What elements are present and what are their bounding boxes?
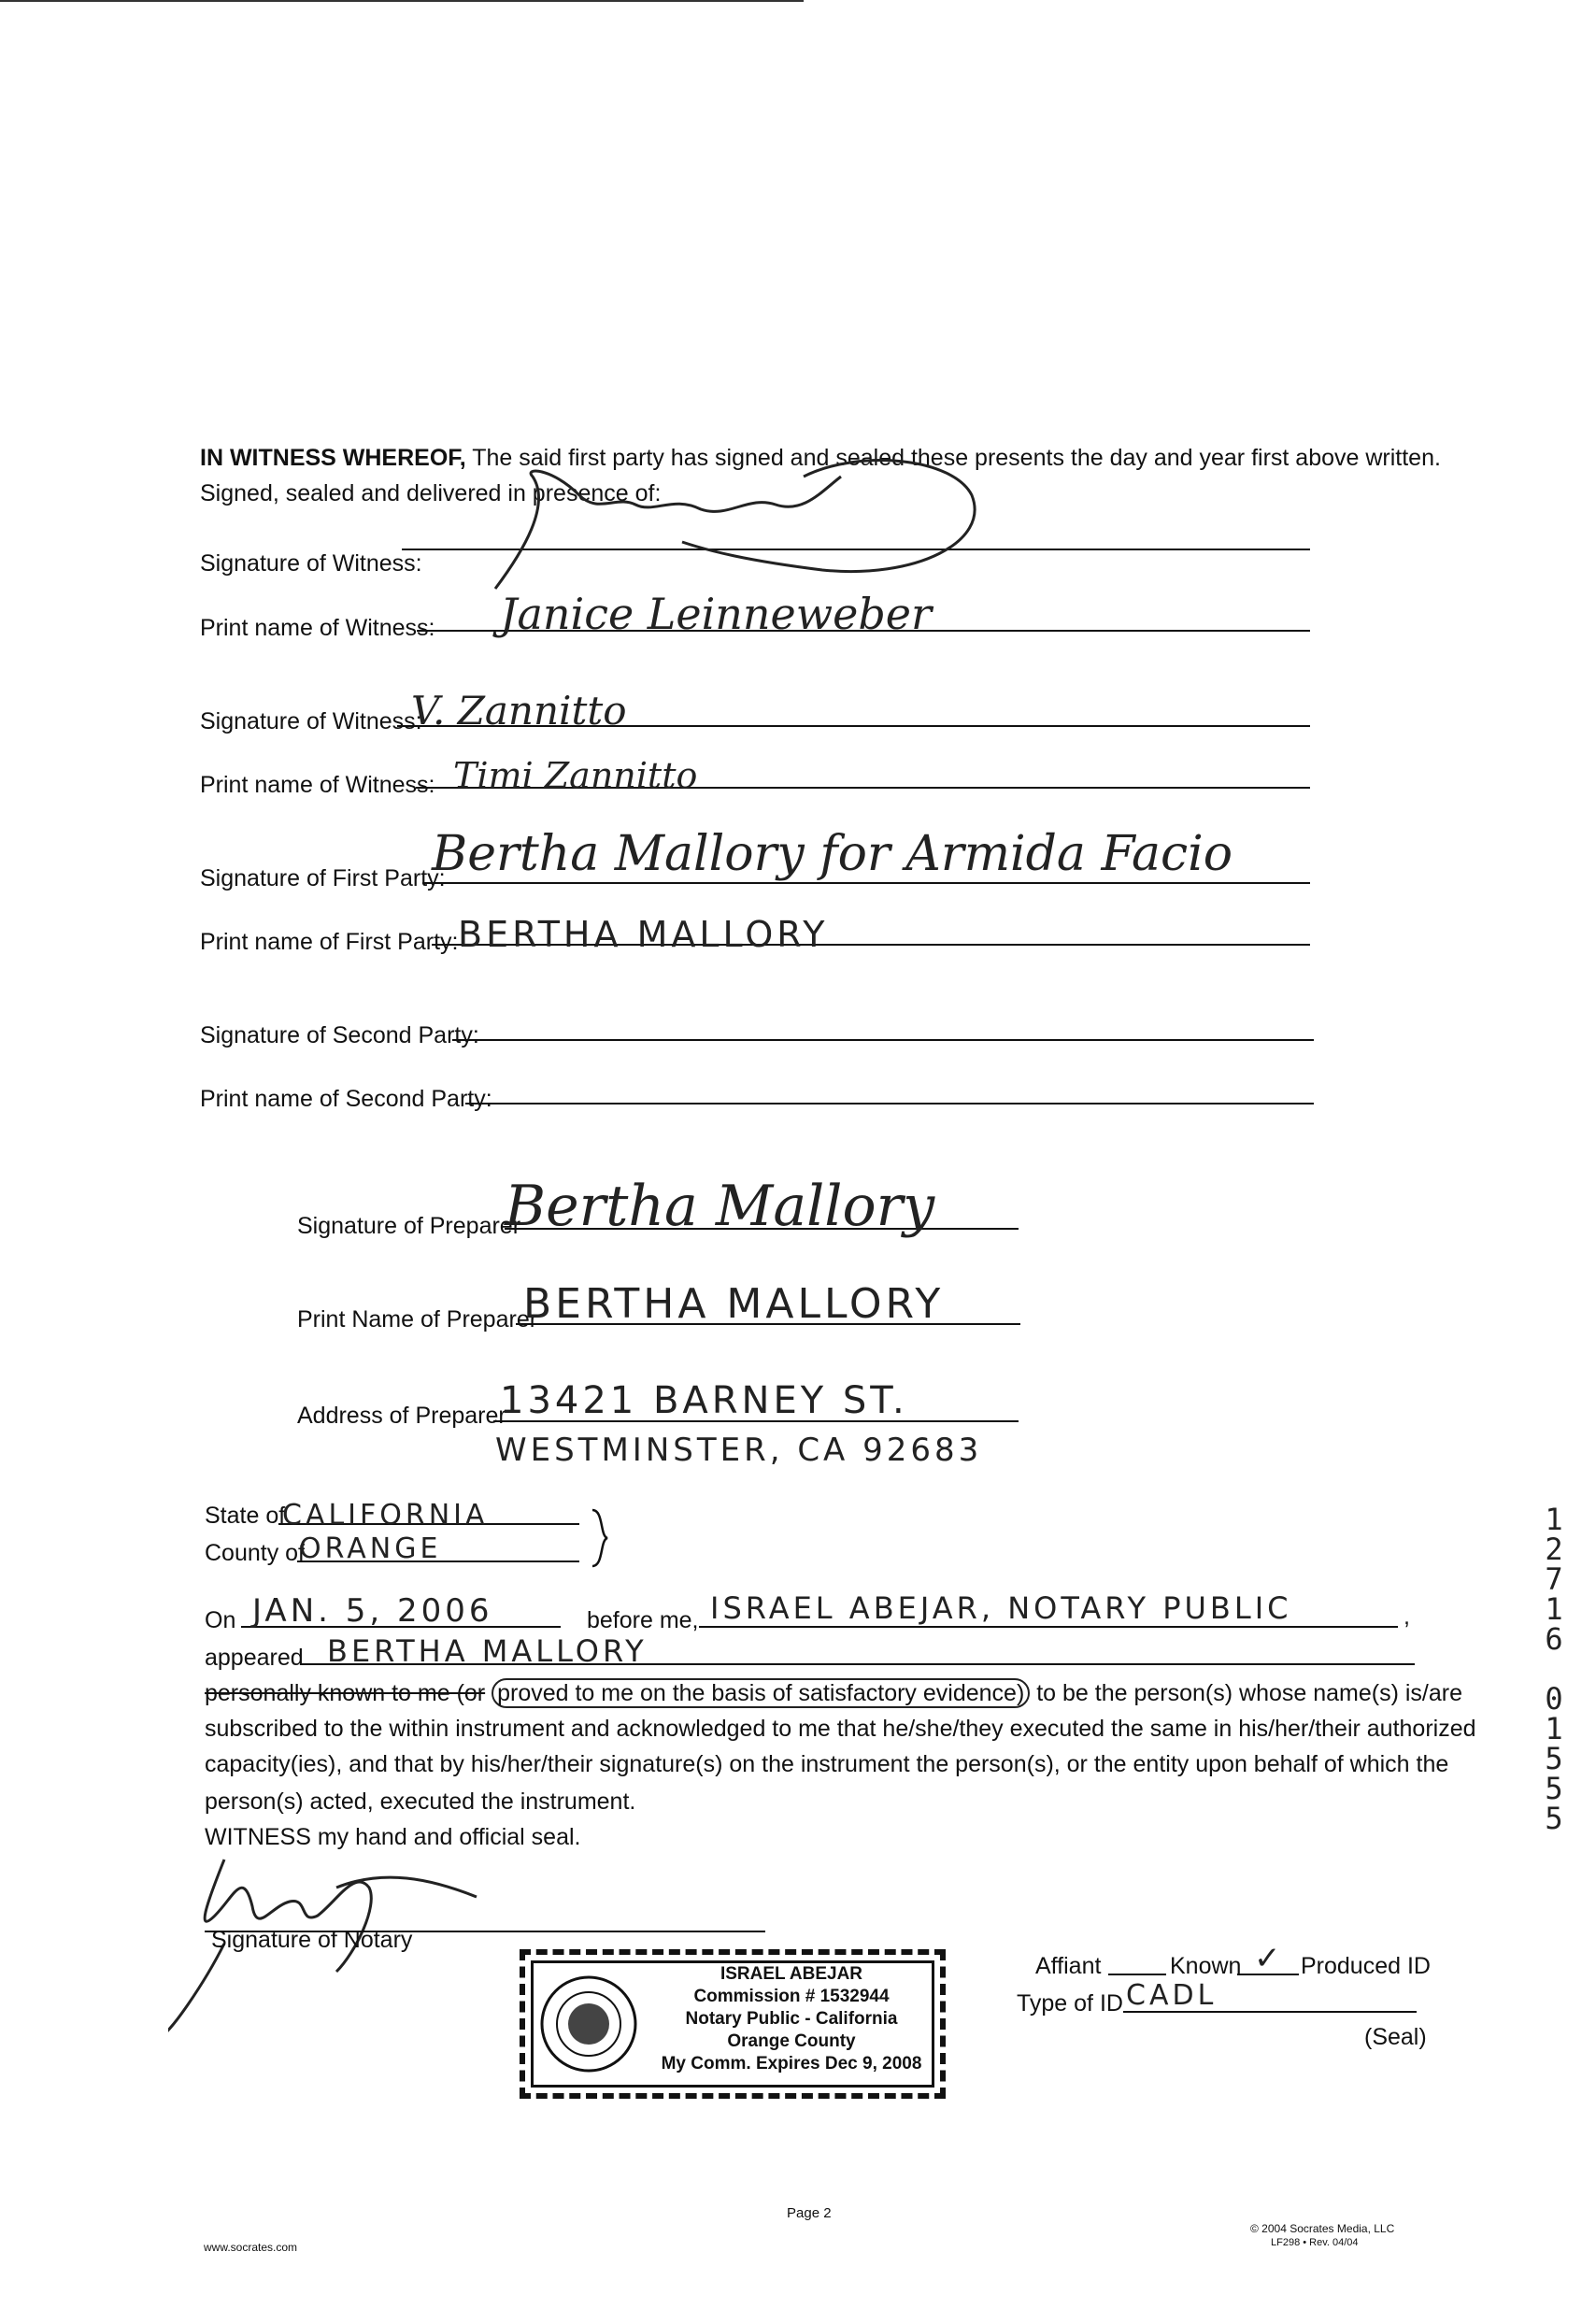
- footer-form-id: LF298 • Rev. 04/04: [1271, 2237, 1359, 2248]
- state-label: State of: [205, 1503, 286, 1529]
- intro-rest: The said first party has signed and sealed these presents the day and year first above written.: [472, 445, 1441, 471]
- notary-para-line-3: capacity(ies), and that by his/her/their signature(s) on the instrument the person(s), or the entity upon behalf of which the: [205, 1751, 1449, 1777]
- intro-line-2: Signed, sealed and delivered in presence of:: [200, 480, 662, 506]
- before-trailing-comma: ,: [1404, 1603, 1410, 1630]
- stamp-county: Orange County: [727, 2031, 856, 2051]
- second-party-sig-label: Signature of Second Party:: [200, 1022, 479, 1048]
- side-digit: 1: [1545, 1502, 1563, 1537]
- footer-copyright: © 2004 Socrates Media, LLC: [1250, 2222, 1395, 2235]
- witness1-print-value: Janice Leinneweber: [500, 589, 933, 639]
- notary-para-line-4: person(s) acted, executed the instrument.: [205, 1789, 636, 1815]
- footer-website: www.socrates.com: [204, 2241, 298, 2254]
- witness1-sig-label: Signature of Witness:: [200, 550, 422, 577]
- second-party-sig-line[interactable]: [452, 1039, 1314, 1041]
- notary-seal-icon: [538, 1974, 639, 2074]
- county-value: ORANGE: [299, 1532, 442, 1565]
- state-county-brace: [587, 1506, 615, 1572]
- stamp-commission: Commission # 1532944: [693, 1987, 890, 2006]
- state-value: CALIFORNIA: [282, 1499, 489, 1532]
- date-value: JAN. 5, 2006: [252, 1592, 493, 1630]
- para-line-1-rest: to be the person(s) whose name(s) is/are: [1036, 1680, 1462, 1706]
- county-label: County of: [205, 1540, 306, 1566]
- second-party-print-label: Print name of Second Party:: [200, 1086, 492, 1112]
- side-digit: 5: [1545, 1801, 1563, 1836]
- stamp-name: ISRAEL ABEJAR: [720, 1964, 863, 1984]
- struck-personally-known: personally known to me (or: [205, 1680, 486, 1706]
- id-type-value: CADL: [1126, 1979, 1218, 2012]
- before-label: before me,: [587, 1607, 699, 1633]
- affiant-known-line[interactable]: [1108, 1974, 1166, 1975]
- before-value: ISRAEL ABEJAR, NOTARY PUBLIC: [710, 1590, 1292, 1626]
- first-party-print-label: Print name of First Party:: [200, 929, 459, 955]
- notary-stamp: [520, 1949, 946, 2099]
- top-rule: [0, 0, 804, 2]
- side-digit: 5: [1545, 1771, 1563, 1806]
- first-party-sig-line[interactable]: [422, 882, 1310, 884]
- seal-label: (Seal): [1364, 2024, 1427, 2050]
- witness2-sig-label: Signature of Witness:: [200, 708, 422, 734]
- stamp-expires: My Comm. Expires Dec 9, 2008: [661, 2054, 922, 2074]
- intro-bold: IN WITNESS WHEREOF,: [200, 445, 466, 471]
- preparer-print-value: BERTHA MALLORY: [523, 1280, 945, 1328]
- first-party-sig-value: Bertha Mallory for Armida Facio: [432, 826, 1233, 882]
- first-party-sig-label: Signature of First Party:: [200, 865, 446, 891]
- witness1-signature: [467, 439, 990, 607]
- first-party-print-value: BERTHA MALLORY: [458, 914, 829, 955]
- preparer-sig-value: Bertha Mallory: [505, 1174, 935, 1239]
- witness1-print-label: Print name of Witness:: [200, 615, 435, 641]
- side-digit: 5: [1545, 1741, 1563, 1776]
- affiant-known: Known: [1170, 1953, 1242, 1979]
- side-digit: [1542, 1654, 1566, 1684]
- stamp-title: Notary Public - California: [685, 2009, 898, 2029]
- side-digit: 0: [1545, 1681, 1563, 1717]
- side-digit: 1: [1545, 1711, 1563, 1746]
- preparer-address-line2: WESTMINSTER, CA 92683: [495, 1432, 983, 1469]
- before-line[interactable]: [699, 1626, 1398, 1628]
- notary-para-line-1: [205, 1682, 1462, 1705]
- side-digit: 1: [1545, 1591, 1563, 1627]
- witness2-print-value: Timi Zannitto: [453, 755, 698, 796]
- affiant-produced: Produced ID: [1301, 1953, 1431, 1979]
- preparer-address-line1: 13421 BARNEY ST.: [500, 1379, 908, 1422]
- side-digit: 2: [1545, 1532, 1563, 1567]
- side-digit: 6: [1545, 1621, 1563, 1657]
- page-number: Page 2: [787, 2205, 832, 2221]
- witness-seal-line: WITNESS my hand and official seal.: [205, 1824, 581, 1850]
- affiant-check-mark: ✓: [1254, 1940, 1281, 1977]
- affiant-label: Affiant: [1035, 1953, 1102, 1979]
- witness2-print-label: Print name of Witness:: [200, 772, 435, 798]
- appeared-value: BERTHA MALLORY: [327, 1633, 648, 1669]
- side-digit: 7: [1545, 1561, 1563, 1597]
- id-type-label: Type of ID: [1017, 1990, 1123, 2017]
- preparer-sig-label: Signature of Preparer: [297, 1213, 521, 1239]
- appeared-label: appeared: [205, 1645, 304, 1671]
- notary-para-line-2: subscribed to the within instrument and acknowledged to me that he/she/they executed the same in his/her/their authorized: [205, 1716, 1476, 1742]
- witness2-sig-value: V. Zannitto: [411, 688, 627, 734]
- preparer-address-label: Address of Preparer: [297, 1403, 506, 1429]
- on-label: On: [205, 1607, 236, 1633]
- notary-sig-label: Signature of Notary: [211, 1927, 413, 1953]
- second-party-print-line[interactable]: [465, 1103, 1314, 1104]
- preparer-print-label: Print Name of Preparer: [297, 1306, 538, 1333]
- side-document-number: [1542, 1502, 1566, 1836]
- proved-circled: proved to me on the basis of satisfactory evidence): [492, 1678, 1030, 1708]
